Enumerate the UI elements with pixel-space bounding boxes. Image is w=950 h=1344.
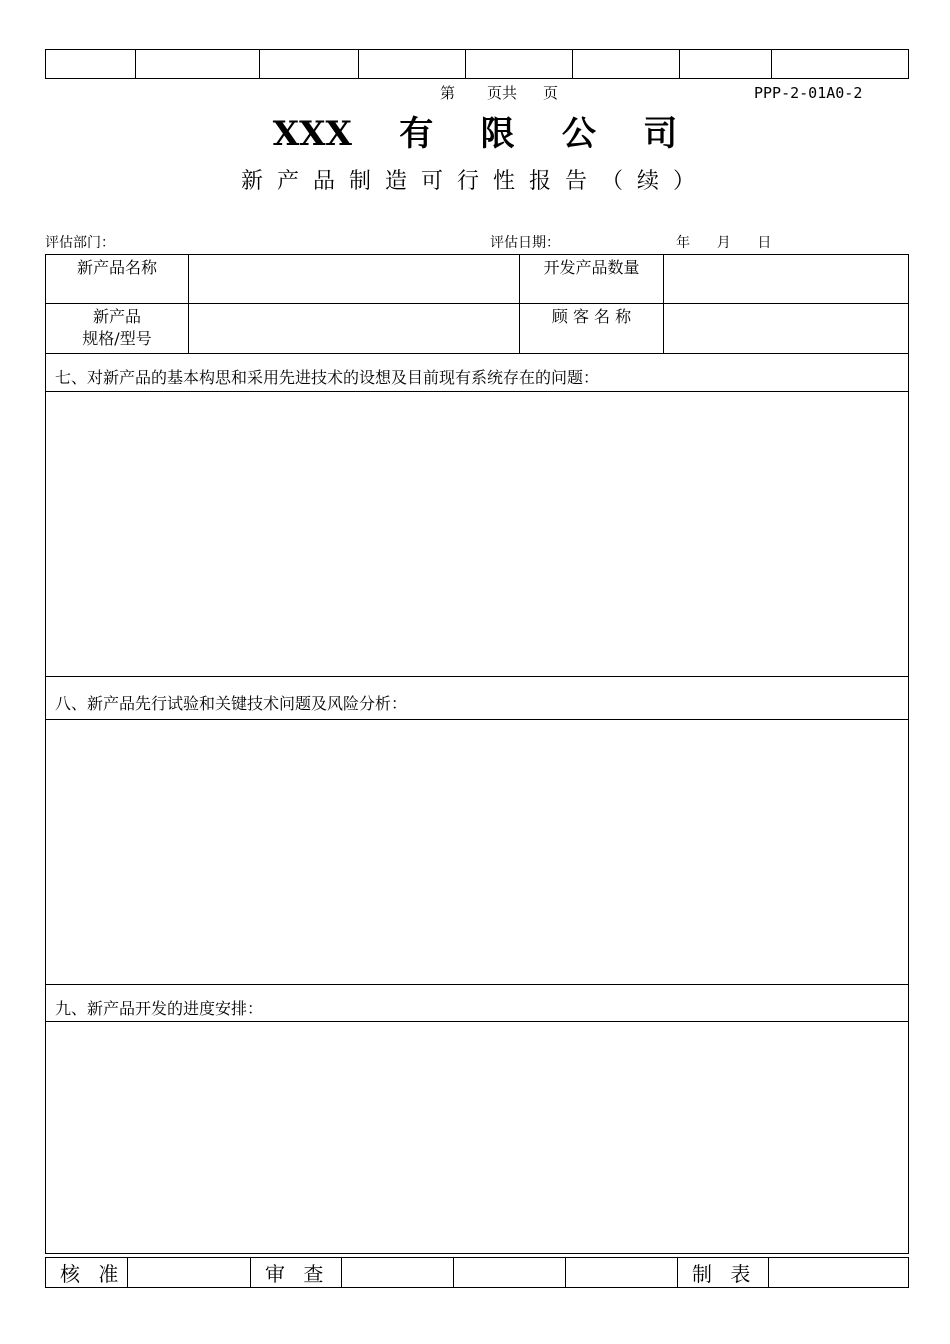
month-label: 月	[716, 235, 731, 251]
table-row	[46, 677, 909, 720]
table-row	[46, 255, 909, 304]
section-seven-text: 七、对新产品的基本构思和采用先进技术的设想及目前现有系统存在的问题：	[55, 368, 600, 387]
date-fields	[676, 232, 771, 252]
spec-label-line1: 新产品	[92, 307, 141, 326]
approve-label: 核 准	[46, 1258, 128, 1288]
section-seven-heading	[46, 354, 909, 392]
section-nine-text: 九、新产品开发的进度安排：	[55, 998, 264, 1018]
review-signature-field[interactable]	[342, 1258, 454, 1288]
page-counter	[440, 82, 558, 103]
prepare-label: 制 表	[678, 1258, 769, 1288]
top-header-grid	[45, 49, 909, 79]
signature-row	[45, 1257, 909, 1288]
section-eight-text: 八、新产品先行试验和关键技术问题及风险分析：	[55, 693, 408, 713]
year-label: 年	[676, 235, 690, 251]
section-eight-content[interactable]	[46, 720, 909, 985]
page-counter-end: 页	[543, 84, 559, 102]
grid-cell	[573, 50, 680, 79]
table-row	[46, 720, 909, 985]
spec-label-line2: 规格/型号	[82, 329, 152, 348]
page-counter-di: 第	[440, 84, 456, 102]
table-row	[46, 304, 909, 354]
document-code: PPP-2-01A0-2	[754, 84, 863, 102]
table-row	[46, 354, 909, 392]
table-row	[46, 1022, 909, 1254]
company-title: XXX 有 限 公 司	[272, 114, 678, 154]
report-form-table	[45, 254, 909, 1254]
signature-blank-field[interactable]	[566, 1258, 678, 1288]
product-name-value[interactable]	[189, 255, 520, 304]
grid-cell	[772, 50, 909, 79]
dev-quantity-value[interactable]	[664, 255, 909, 304]
grid-cell	[260, 50, 359, 79]
table-row	[46, 392, 909, 677]
approve-signature-field[interactable]	[128, 1258, 251, 1288]
signature-blank-field[interactable]	[454, 1258, 566, 1288]
evaluation-department-label: 评估部门：	[45, 235, 115, 251]
review-label: 审 查	[251, 1258, 342, 1288]
dev-quantity-label: 开发产品数量	[520, 255, 664, 304]
section-nine-heading	[46, 985, 909, 1022]
prepare-signature-field[interactable]	[769, 1258, 909, 1288]
section-eight-heading	[46, 677, 909, 720]
grid-cell	[359, 50, 466, 79]
report-title: 新产品制造可行性报告（续）	[240, 169, 709, 194]
evaluation-date-label: 评估日期：	[490, 235, 560, 251]
grid-cell	[466, 50, 573, 79]
section-seven-content[interactable]	[46, 392, 909, 677]
customer-name-label: 顾 客 名 称	[520, 304, 664, 354]
grid-cell	[46, 50, 136, 79]
spec-model-label	[46, 304, 189, 354]
grid-cell	[136, 50, 260, 79]
day-label: 日	[757, 235, 772, 251]
grid-cell	[680, 50, 772, 79]
section-nine-content[interactable]	[46, 1022, 909, 1254]
spec-model-value[interactable]	[189, 304, 520, 354]
table-row	[46, 985, 909, 1022]
customer-name-value[interactable]	[664, 304, 909, 354]
product-name-label: 新产品名称	[46, 255, 189, 304]
page-counter-total: 页共	[487, 84, 518, 102]
